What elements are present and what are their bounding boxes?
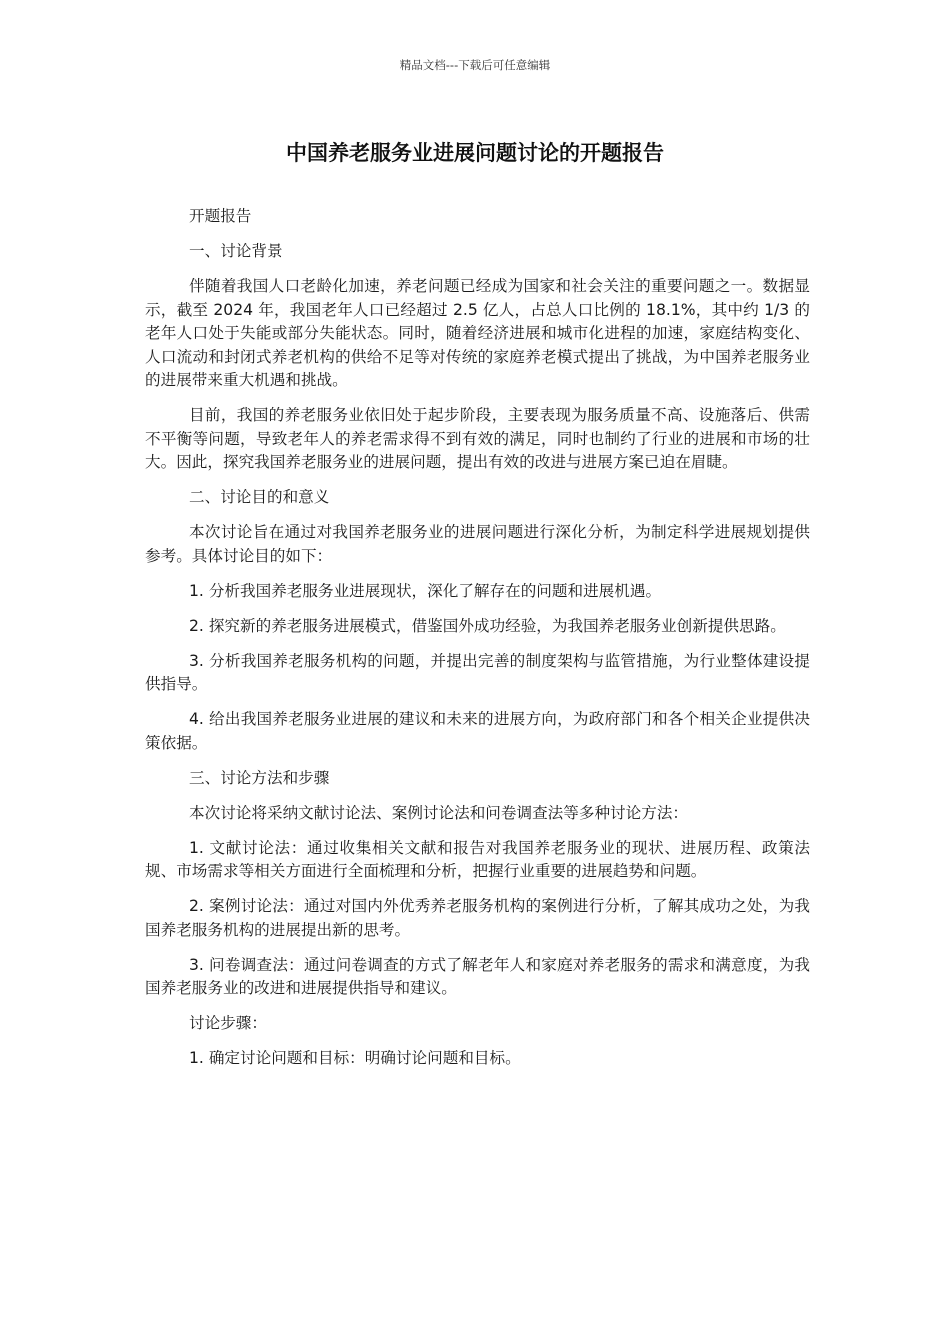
section-heading-purpose: 二、讨论目的和意义: [189, 488, 330, 506]
document-body: [145, 205, 810, 1082]
subheading-steps: 讨论步骤：: [189, 1014, 267, 1032]
list-item: 2. 案例讨论法：通过对国内外优秀养老服务机构的案例进行分析，了解其成功之处，为我国养老服务机构的进展提出新的思考。: [145, 897, 810, 939]
body-paragraph: 本次讨论旨在通过对我国养老服务业的进展问题进行深化分析，为制定科学进展规划提供参考。具体讨论目的如下：: [145, 523, 810, 565]
heading-proposal: 开题报告: [189, 207, 252, 225]
page-header-note: 精品文档---下载后可任意编辑: [399, 58, 551, 72]
body-paragraph: 伴随着我国人口老龄化加速，养老问题已经成为国家和社会关注的重要问题之一。数据显示，截至 2024 年，我国老年人口已经超过 2.5 亿人，占总人口比例的 18.1%，其中约 1/3 的老年人口处于失能或部分失能状态。同时，随着经济进展和城市化进程的加速，家庭结构变化、人口流动和封闭式养老机构的供给不足等对传统的家庭养老模式提出了挑战，为中国养老服务业的进展带来重大机遇和挑战。: [145, 277, 810, 389]
document-title: 中国养老服务业进展问题讨论的开题报告: [286, 141, 664, 165]
list-item: 3. 问卷调查法：通过问卷调查的方式了解老年人和家庭对养老服务的需求和满意度，为我国养老服务业的改进和进展提供指导和建议。: [145, 955, 810, 997]
list-item: 4. 给出我国养老服务业进展的建议和未来的进展方向，为政府部门和各个相关企业提供决策依据。: [145, 710, 810, 752]
body-paragraph: 目前，我国的养老服务业依旧处于起步阶段，主要表现为服务质量不高、设施落后、供需不平衡等问题，导致老年人的养老需求得不到有效的满足，同时也制约了行业的进展和市场的壮大。因此，探究我国养老服务业的进展问题，提出有效的改进与进展方案已迫在眉睫。: [145, 406, 810, 471]
section-heading-methods: 三、讨论方法和步骤: [189, 768, 330, 787]
body-paragraph: 本次讨论将采纳文献讨论法、案例讨论法和问卷调查法等多种讨论方法：: [189, 803, 689, 822]
section-heading-background: 一、讨论背景: [189, 242, 283, 260]
list-item: 1. 文献讨论法：通过收集相关文献和报告对我国养老服务业的现状、进展历程、政策法规、市场需求等相关方面进行全面梳理和分析，把握行业重要的进展趋势和问题。: [145, 838, 810, 880]
list-item: 1. 确定讨论问题和目标：明确讨论问题和目标。: [189, 1049, 521, 1067]
list-item: 3. 分析我国养老服务机构的问题，并提出完善的制度架构与监管措施，为行业整体建设提供指导。: [145, 651, 810, 693]
list-item: 1. 分析我国养老服务业进展现状，深化了解存在的问题和进展机遇。: [189, 581, 662, 600]
list-item: 2. 探究新的养老服务进展模式，借鉴国外成功经验，为我国养老服务业创新提供思路。: [189, 616, 786, 635]
